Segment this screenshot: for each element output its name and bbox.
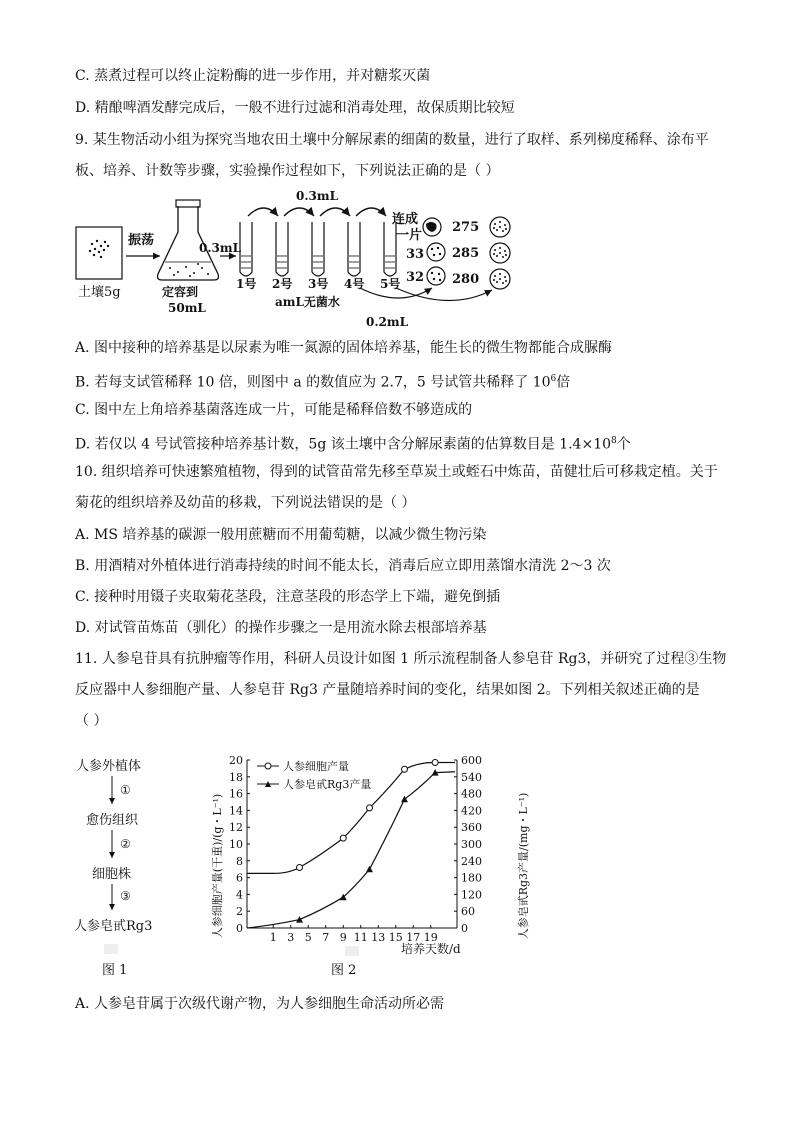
- count-left-1: 33: [406, 247, 425, 262]
- figure-1-flow: [72, 752, 212, 982]
- option-c-q8: C. 蒸煮过程可以终止淀粉酶的进一步作用，并对糖浆灭菌: [75, 68, 431, 84]
- y-right-tick-label: 120: [461, 888, 482, 902]
- y-right-tick-label: 480: [461, 787, 482, 801]
- sterile-water-label: amL无菌水: [275, 295, 340, 309]
- count-right-2: 285: [452, 246, 480, 261]
- y-right-tick-label: 240: [461, 854, 482, 868]
- series-line-rg3: [247, 772, 455, 928]
- option-a-q9: A. 图中接种的培养基是以尿素为唯一氮源的固体培养基，能生长的微生物都能合成脲酶: [75, 340, 613, 356]
- plate-33: [427, 243, 445, 261]
- legend-label-rg3: 人参皂甙Rg3产量: [283, 778, 372, 791]
- y-left-tick-label: 16: [229, 787, 243, 801]
- merged-label-1: 连成: [392, 212, 419, 227]
- volume-label-top: 0.3mL: [296, 189, 339, 203]
- y-left-tick-label: 8: [236, 854, 243, 868]
- tube-2-label: 2号: [272, 277, 293, 291]
- data-point-rg3: [366, 866, 373, 873]
- y-right-tick-label: 0: [461, 922, 468, 935]
- x-tick-label: 9: [339, 931, 347, 944]
- x-tick-label: 11: [353, 931, 368, 944]
- option-a-q10: A. MS 培养基的碳源一般用蔗糖而不用葡萄糖，以减少微生物污染: [75, 527, 487, 543]
- legend-label-cells: 人参细胞产量: [283, 760, 349, 773]
- y-right-tick-label: 420: [461, 804, 482, 818]
- y-right-tick-label: 360: [461, 821, 482, 835]
- flow-arrow-2: ②: [120, 837, 131, 851]
- y-left-tick-label: 2: [236, 905, 243, 919]
- option-b-q9: B. 若每支试管稀释 10 倍，则图中 a 的数值应为 2.7，5 号试管共稀释了 $10^6$倍: [75, 374, 571, 391]
- option-d-q8: D. 精酿啤酒发酵完成后，一般不进行过滤和消毒处理，故保质期比较短: [75, 100, 515, 116]
- count-right-3: 280: [452, 272, 480, 287]
- flask-icon: [158, 200, 219, 280]
- shake-label: 振荡: [128, 233, 155, 248]
- tube-liquid: [241, 256, 395, 268]
- y-axis-right-title: 人参皂甙Rg3产量/(mg・L⁻¹): [517, 792, 530, 940]
- x-tick-label: 3: [287, 931, 295, 944]
- x-tick-label: 5: [304, 931, 312, 944]
- flow-step-1: 人参外植体: [76, 759, 142, 774]
- dilution-diagram: [70, 184, 530, 336]
- soil-particles: [89, 240, 109, 258]
- y-right-tick-label: 60: [461, 905, 475, 919]
- volume-label-first: 0.3mL: [199, 241, 242, 255]
- legend-marker-cells: [265, 763, 271, 769]
- flask-label-1: 定容到: [162, 285, 199, 299]
- x-tick-label: 17: [406, 931, 421, 944]
- y-right-tick-label: 600: [461, 754, 482, 767]
- x-axis-title: 培养天数/d: [401, 942, 461, 956]
- tube-5-label: 5号: [380, 277, 401, 291]
- flow-arrow-3: ③: [120, 889, 131, 903]
- data-point-cells: [340, 835, 346, 841]
- tube-3-label: 3号: [308, 277, 329, 291]
- y-left-tick-label: 20: [229, 754, 243, 767]
- y-axis-left-title: 人参细胞产量(干重)/(g・L⁻¹): [211, 793, 224, 939]
- option-d-q9: D. 若仅以 4 号试管接种培养基计数，5g 该土壤中含分解尿素菌的估算数目是 $1.4\times 10^8$个: [75, 436, 631, 453]
- flask-label-2: 50mL: [168, 301, 206, 315]
- y-left-tick-label: 14: [229, 804, 243, 818]
- y-right-tick-label: 180: [461, 871, 482, 885]
- option-d-q10: D. 对试管苗炼苗（驯化）的操作步骤之一是用流水除去根部培养基: [75, 620, 487, 636]
- x-tick-label: 15: [388, 931, 403, 944]
- flow-step-2: 愈伤组织: [86, 813, 139, 828]
- count-right-1: 275: [452, 220, 480, 235]
- transfer-arrows: [248, 208, 386, 216]
- question-10-line2: 菊花的组织培养及幼苗的移栽，下列说法错误的是（ ）: [75, 495, 416, 511]
- option-c-q10: C. 接种时用镊子夹取菊花茎段，注意茎段的形态学上下端，避免倒插: [75, 589, 501, 605]
- x-tick-label: 7: [322, 931, 330, 944]
- y-left-tick-label: 18: [229, 770, 243, 784]
- x-tick-label: 1: [269, 931, 277, 944]
- data-point-cells: [367, 805, 373, 811]
- flow-arrow-1: ①: [120, 783, 131, 797]
- y-right-tick-label: 540: [461, 770, 482, 784]
- tube-4-label: 4号: [344, 277, 365, 291]
- plate-32: [427, 267, 445, 285]
- tube-1-label: 1号: [236, 277, 257, 291]
- soil-label: 土壤5g: [78, 285, 121, 300]
- figure-1-caption: 图 1: [102, 963, 128, 978]
- count-left-2: 32: [406, 270, 425, 285]
- data-point-rg3: [296, 916, 303, 923]
- data-point-cells: [402, 766, 408, 772]
- option-c-q9: C. 图中左上角培养基菌落连成一片，可能是稀释倍数不够造成的: [75, 402, 473, 418]
- y-left-tick-label: 10: [229, 838, 243, 851]
- question-11-line2: 反应器中人参细胞产量、人参皂苷 Rg3 产量随培养时间的变化，结果如图 2。下列相关叙述正确的是: [75, 682, 700, 698]
- data-point-cells: [297, 865, 303, 871]
- y-left-tick-label: 6: [236, 871, 243, 885]
- question-9-line2: 板、培养、计数等步骤，实验操作过程如下，下列说法正确的是（ ）: [75, 163, 500, 179]
- x-tick-label: 13: [371, 931, 386, 944]
- figure-2-caption: 图 2: [331, 963, 357, 978]
- question-11-line3: （ ）: [75, 713, 108, 729]
- question-9-line1: 9. 某生物活动小组为探究当地农田土壤中分解尿素的细菌的数量，进行了取样、系列梯度稀释、涂布平: [75, 132, 709, 148]
- question-10-line1: 10. 组织培养可快速繁殖植物，得到的试管苗常先移至草炭土或蛭石中炼苗，苗健壮后可移栽定植。关于: [75, 464, 718, 480]
- figure-2-chart: [205, 748, 545, 984]
- option-a-q11: A. 人参皂苷属于次级代谢产物，为人参细胞生命活动所必需: [75, 996, 445, 1012]
- volume-label-bottom: 0.2mL: [366, 315, 409, 329]
- y-left-tick-label: 0: [236, 922, 243, 935]
- flow-step-4: 人参皂甙Rg3: [74, 919, 153, 934]
- data-point-cells: [432, 760, 438, 766]
- option-b-q10: B. 用酒精对外植体进行消毒持续的时间不能太长，消毒后应立即用蒸馏水清洗 2～3 次: [75, 558, 611, 574]
- y-right-tick-label: 300: [461, 838, 482, 851]
- y-left-tick-label: 12: [229, 821, 243, 835]
- merged-label-2: 一片: [396, 228, 423, 243]
- flow-step-3: 细胞株: [92, 867, 132, 882]
- question-11-line1: 11. 人参皂苷具有抗肿瘤等作用，科研人员设计如图 1 所示流程制备人参皂苷 Rg3，并研究了过程③生物: [75, 651, 727, 667]
- x-tick-label: 19: [423, 931, 438, 944]
- y-left-tick-label: 4: [236, 888, 243, 902]
